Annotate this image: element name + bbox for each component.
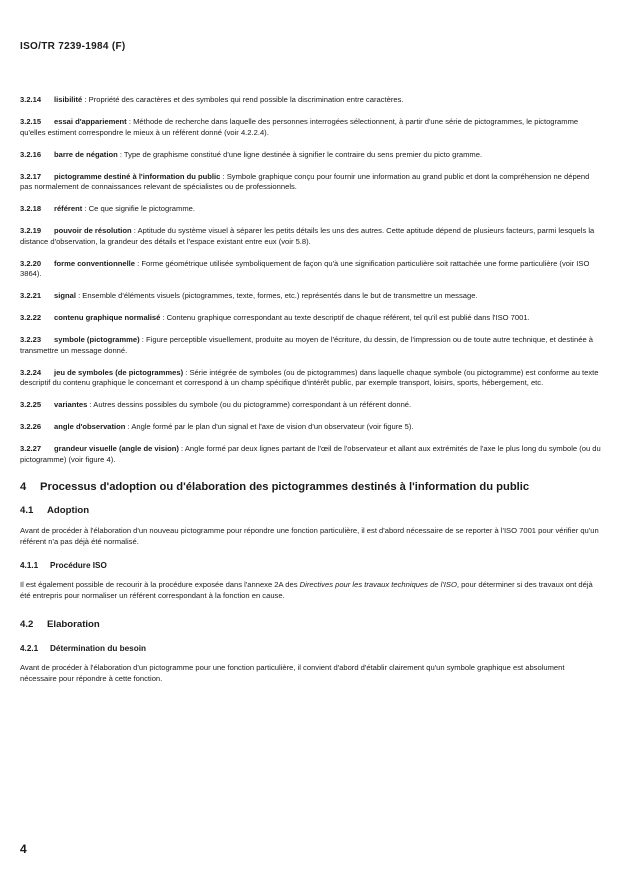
section-4-1-1-paragraph <box>20 579 602 601</box>
section-number: 4.2 <box>20 619 34 630</box>
definition-3-2-27 <box>20 444 602 465</box>
definition-3-2-16 <box>20 150 602 161</box>
definition-separator: : <box>131 226 138 235</box>
definition-text: Aptitude du système visuel à séparer les petits détails les uns des autres. Cette aptitude dépend de plusieurs facteurs, parmi lesquels la distance d'observation, la grandeur des détails et l'espace existant entre eux (voir 5.8). <box>20 226 595 246</box>
section-4-1-paragraph: Avant de procéder à l'élaboration d'un nouveau pictogramme pour répondre une fonction particulière, il est d'abord nécessaire de se reporter à l'ISO 7001 pour vérifier qu'un référent n'a pas déjà été normalisé. <box>20 526 599 546</box>
section-4-1-heading <box>20 505 602 516</box>
definition-number: 3.2.26 <box>20 422 42 431</box>
definition-term: signal <box>54 291 76 300</box>
definition-term: pictogramme destiné à l'information du public <box>54 171 221 181</box>
definition-term: forme conventionnelle <box>54 258 136 268</box>
section-title: Procédure ISO <box>50 561 107 570</box>
definition-text: Autres dessins possibles du symbole (ou du pictogramme) correspondant à un référent donné. <box>93 400 412 409</box>
section-4-2-1-paragraph: Avant de procéder à l'élaboration d'un pictogramme pour une fonction particulière, il convient d'abord d'établir clairement qu'un symbole graphique est absolument nécessaire pour répondre à cette fonction. <box>20 663 565 683</box>
definition-text: Angle formé par le plan d'un signal et l'axe de vision d'un observateur (voir figure 5). <box>131 422 414 431</box>
definition-separator: : <box>183 367 190 377</box>
definition-3-2-23 <box>20 335 602 356</box>
definition-separator: : <box>75 291 83 300</box>
definition-number: 3.2.20 <box>20 258 42 268</box>
definition-separator: : <box>125 422 132 431</box>
definition-3-2-21 <box>20 291 602 302</box>
definition-separator: : <box>117 149 124 159</box>
section-4-heading <box>20 481 602 493</box>
definition-separator: : <box>82 204 89 213</box>
document-header: ISO/TR 7239-1984 (F) <box>20 41 126 52</box>
definition-3-2-14 <box>20 95 602 106</box>
section-title: Adoption <box>47 505 90 516</box>
definition-number: 3.2.25 <box>20 400 42 409</box>
definition-term: grandeur visuelle (angle de vision) <box>54 444 179 453</box>
definition-term: essai d'appariement <box>54 117 127 126</box>
definition-number: 3.2.14 <box>20 95 42 104</box>
definition-text: Symbole graphique conçu pour fournir une information au grand public et dont la compréhension ne dépend pas normalement de connaissances relevant de spécialistes ou de professionnels. <box>20 171 590 191</box>
definition-text: Angle formé par deux lignes partant de l'œil de l'observateur et allant aux extrémités de l'axe le plus long du symbole (ou du pictogramme) (voir figure 4). <box>20 444 601 464</box>
definition-number: 3.2.17 <box>20 171 42 181</box>
definition-text: Ce que signifie le pictogramme. <box>88 204 195 213</box>
section-title: Détermination du besoin <box>50 644 146 653</box>
definition-number: 3.2.22 <box>20 313 42 322</box>
definition-number: 3.2.15 <box>20 117 42 126</box>
definition-term: variantes <box>54 400 88 409</box>
definition-term: angle d'observation <box>54 422 126 431</box>
definition-3-2-17 <box>20 172 602 193</box>
paragraph-text: Il est également possible de recourir à la procédure exposée dans l'annexe 2A des <box>20 580 300 589</box>
definition-text: Forme géométrique utilisée symboliquement de façon qu'à une signification particulière soit rattachée une forme particulière (voir ISO 3864). <box>20 258 590 278</box>
definition-number: 3.2.23 <box>20 335 42 344</box>
definition-number: 3.2.24 <box>20 367 42 377</box>
section-number: 4.1.1 <box>20 561 39 570</box>
definition-text: Type de graphisme constitué d'une ligne destinée à signifier le contraire du sens premier du picto gramme. <box>123 149 483 159</box>
definition-separator: : <box>160 313 167 322</box>
definition-3-2-18 <box>20 204 602 215</box>
definition-separator: : <box>135 258 142 268</box>
definition-3-2-22 <box>20 313 602 324</box>
section-title: Processus d'adoption ou d'élaboration des pictogrammes destinés à l'information du public <box>40 481 530 493</box>
definition-text: Contenu graphique correspondant au texte descriptif de chaque référent, tel qu'il est publié dans l'ISO 7001. <box>166 313 530 322</box>
definition-term: lisibilité <box>54 95 83 104</box>
page-content <box>20 95 602 698</box>
definition-number: 3.2.27 <box>20 444 42 453</box>
definition-term: symbole (pictogramme) <box>54 335 140 344</box>
definition-number: 3.2.18 <box>20 204 42 213</box>
definition-number: 3.2.19 <box>20 226 42 235</box>
section-number: 4 <box>20 481 27 493</box>
definition-term: pouvoir de résolution <box>54 226 132 235</box>
definition-3-2-24 <box>20 368 602 389</box>
section-number: 4.2.1 <box>20 644 39 653</box>
definition-separator: : <box>87 400 94 409</box>
definition-term: jeu de symboles (de pictogrammes) <box>54 367 184 377</box>
definition-number: 3.2.16 <box>20 149 42 159</box>
definition-3-2-19 <box>20 226 602 247</box>
definition-text: Figure perceptible visuellement, produite au moyen de l'écriture, du dessin, de l'impression ou de toute autre technique, et destinée à transmettre un message donné. <box>20 335 593 355</box>
definition-text: Propriété des caractères et des symboles qui rend possible la discrimination entre caractères. <box>88 95 404 104</box>
paragraph-text: , pour déterminer si des travaux ont déjà été entrepris pour normaliser un référent correspondant à la fonction en cause. <box>20 580 593 600</box>
section-title: Elaboration <box>47 619 100 630</box>
definition-3-2-26 <box>20 422 602 433</box>
definition-term: barre de négation <box>54 149 118 159</box>
page-number: 4 <box>20 842 27 856</box>
definition-text: Méthode de recherche dans laquelle des personnes interrogées sélectionnent, à partir d'une série de pictogrammes, le pictogramme qu'elles estiment correspondre le mieux à un référent donné (voir 4.2.2.4). <box>20 117 579 137</box>
definition-term: référent <box>54 204 83 213</box>
section-4-2-1-heading <box>20 644 602 653</box>
definition-separator: : <box>220 171 227 181</box>
section-4-2-heading <box>20 619 602 630</box>
definition-separator: : <box>178 444 185 453</box>
section-4-1-1-heading <box>20 561 602 570</box>
definition-text: Ensemble d'éléments visuels (pictogrammes, texte, formes, etc.) représentés dans le but de transmettre un message. <box>82 291 478 300</box>
definition-3-2-15 <box>20 117 602 138</box>
definition-3-2-20 <box>20 259 602 280</box>
section-number: 4.1 <box>20 505 34 516</box>
definition-text: Série intégrée de symboles (ou de pictogrammes) dans laquelle chaque symbole (ou pictogramme) est conforme au texte descriptif du contenu graphique le concernant et correspond à un champ spécifique d'intérêt public, par exemple transport, loisirs, sports, hébergement, etc. <box>20 367 599 387</box>
definition-3-2-25 <box>20 400 602 411</box>
definition-number: 3.2.21 <box>20 291 42 300</box>
directives-reference: Directives pour les travaux techniques de l'ISO <box>299 580 457 589</box>
definition-separator: : <box>126 117 134 126</box>
definition-separator: : <box>139 335 147 344</box>
definition-term: contenu graphique normalisé <box>54 313 161 322</box>
definition-separator: : <box>82 95 89 104</box>
